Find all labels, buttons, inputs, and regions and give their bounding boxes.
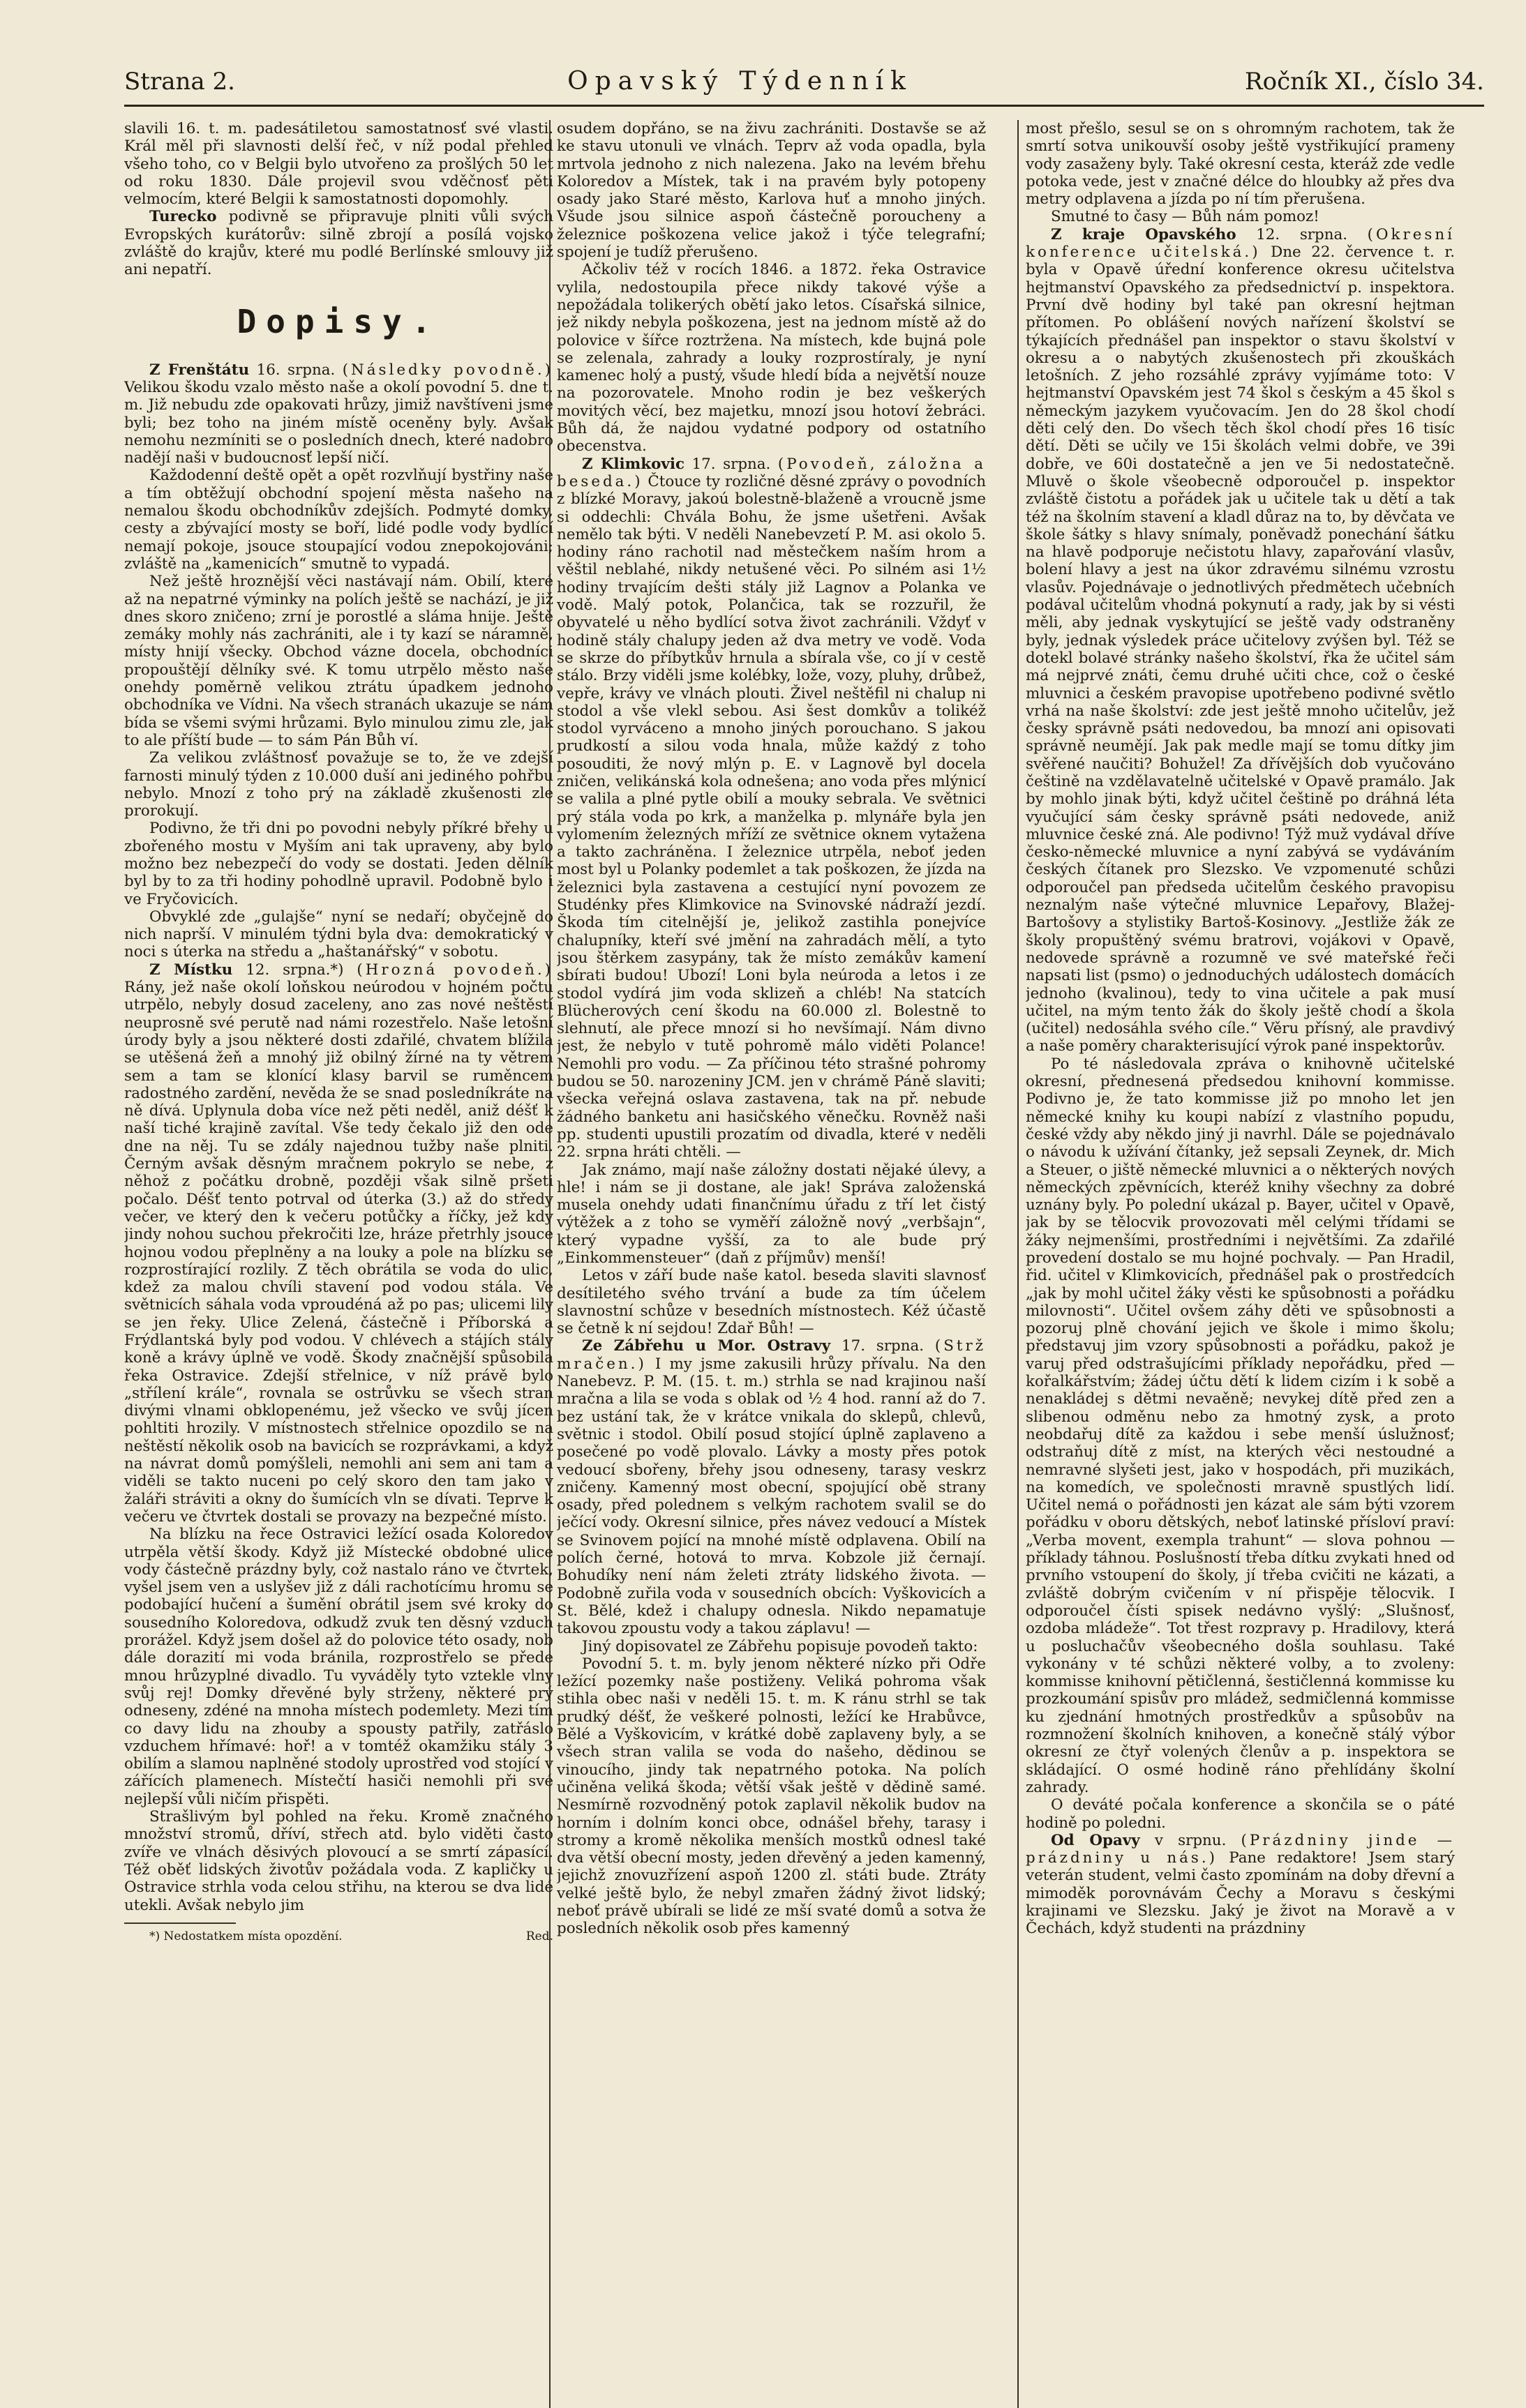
dispatch: Z Místku 12. srpna.*) (Hrozná povodeň.) Rány, jež naše okolí loňskou neúrodou v hojném počtu utrpělo, nebyly dosud zaceleny, ano zas nové neštěstí neuprosně své perutě nad námi rozestřelo. Naše letošní úrody byly a jsou některé dosti zdařilé, chvatem blížila se utěšená žeň a mnohý již obilný žírné na ty větrem sem a tam se klonící klasy barvil se ruměncem radostného zardění, nevěda že se snad posledníkráte na ně dívá. Uplynula doba více než pěti neděl, aniž déšť k naší tiché krajině zavítal. Vše tedy čekalo již den ode dne na něj. Tu se zdály najednou tužby naše plniti. Černým avšak děsným mračnem pokrylo se nebe, z něhož z počátku drobně, později však silně pršeti počalo. Déšť tento potrval od úterka (3.) až do středy večer, ve který den k večeru potůčky a říčky, jež kdy jindy nohou suchou překročiti lze, hráze přetrhly jsouce hojnou vodou přeplněny a na louky a pole na blízku se rozprostírající rozlily. Z těch obrátila se voda do ulic, kdež za malou chvíli stavení pod vodou stála. Ve světnicích sáhala voda vproudéná až po pas; ulicemi lily se jen řeky. Ulice Zelená, částečně i Příborská a Frýdlantská byly pod vodou. V chlévech a stájích stály koně a krávy úplně ve vodě. Škody značnější spůsobila řeka Ostravice. Zdejší střelnice, v níž právě bylo „střílení krále“, rovnala se ostrůvku se všech stran divými vlnami obklopenému, jež všecko ve svůj jícen pohltiti hrozily. V místnostech střelnice opozdilo se na neštěstí několik osob na bavicích se rozprávkami, a když na návrat domů pomýšleli, nemohli ani sem ani tam a viděli se takto nuceni po celý skoro den tam jako v žaláři stráviti a okny do šumících vln se dívati. Teprve k večeru ve čtvrtek dostali se provazy na bezpečné místo.: [124, 961, 553, 1526]
dispatch: Z Klimkovic 17. srpna. (Povodeň, záložna a beseda.) Čtouce ty rozličné děsné zprávy o povodních z blízké Moravy, jakoú bolestně-blaženě a vroucně jsme si oddechli: Chvála Bohu, že jsme ušetřeni. Avšak nemělo tak býti. V neděli Nanebevzetí P. M. asi okolo 5. hodiny ráno rachotil nad městečkem naším hrom a věštil neblahé, nikdy netušené věci. Po silném asi 1½ hodiny trvajícím dešti stály již Lagnov a Polanka ve vodě. Malý potok, Polančica, tak se rozzuřil, že obyvatelé u něho bydlící sotva život zachránili. Vždyť v hodině stály chalupy jeden až dva metry ve vodě. Voda se skrze do příbytkův hrnula a sbírala vše, co jí v cestě stálo. Brzy viděli jsme kolébky, lože, vozy, pluhy, drůbež, vepře, krávy ve vlnách plouti. Živel neštěfil ni chalup ni stodol a vše vlekl sebou. Asi šest domkův a tolikéž stodol vyrváceno a mnoho jiných porouchano. S jakou prudkostí a silou voda hnala, může každý z toho posouditi, že nový mlýn p. E. v Lagnově byl docela zničen, velikánská kola odnešena; ano voda přes mlýnicí se valila a plné pytle obilí a mouky sebrala. Ve světnici prý stála voda po krk, a manželka p. mlynáře byla jen vylomením železných mříží ze světnice oknem vytažena a takto zachráněna. I železnice utrpěla, neboť jeden most byl u Polanky podemlet a tak poškozen, že jízda na železnici byla zastavena a cestující nyní povozem ze Studénky přes Klimkovice na Svinovské nádraží jezdí. Škoda tím citelnější je, jelikož zastihla ponejvíce chalupníky, kteří své jmění na zahradách mělí, a tyto jsou štěrkem zasypány, tak že místo zemákův kamení sbírati budou! Ubozí! Loni byla neúroda a letos i ze stodol vydírá jim voda sklizeň a chléb! Na statcích Blücherových cení škodu na 60.000 zl. Bolestně to slehnutí, ale přece mnozí si ho nevšímají. Nám divno jest, že nebylo v tutě pohromě málo viděti Polance! Nemohli pro vodu. — Za příčinou této strašné pohromy budou se 50. narozeniny JCM. jen v chrámě Páně slaviti; všecka veřejná oslava zastavena, tak na př. nebude žádného banketu ani hasičského věnečku. Rovněž naši pp. studenti upustili prozatím od divadla, které v neděli 22. srpna hráti chtěli. —: [557, 455, 986, 1161]
paragraph: Letos v září bude naše katol. beseda slaviti slavnosť desítiletého svého trvání a bude za tím účelem slavnostní schůze v besedních místnostech. Kéž účastě se četně k ní sejdou! Zdař Bůh! —: [557, 1267, 986, 1338]
paragraph: Než ještě hroznější věci nastávají nám. Obilí, které až na nepatrné výminky na polích ještě se nachází, je již dnes skoro zničeno; zrní je porostlé a sláma hnije. Ještě zemáky mohly nás zachrániti, ale i ty kazí se náramně, místy hnijí všecky. Obchod vázne docela, obchodníci propouštějí dělníky své. K tomu utrpělo město naše onehdy poměrně velikou ztrátu úpadkem jednoho obchodníka ve Vídni. Na všech stranách ukazuje se nám bída se všemi svými hrůzami. Bylo minulou zimu zle, jak to ale příští bude — to sám Pán Bůh ví.: [124, 573, 553, 749]
place-heading: Turecko: [149, 208, 217, 226]
dispatch-subtitle: (Okresní konference učitelská.): [1026, 225, 1455, 262]
paragraph: Každodenní deště opět a opět rozvlňují bystřiny naše a tím obtěžují obchodní spojení města našeho na nemalou škodu obchodníkův zdejších. Podmyté domky, cesty a zbývající mosty se boří, lidé podle vody bydlící nemají pokoje, jsouce stoupající vodou znepokojováni; zvláště na „kamenicích“ smutně to vypadá.: [124, 467, 553, 573]
footnote-rule: [124, 1922, 236, 1924]
masthead-title: Opavský Týdenník: [567, 67, 913, 96]
dispatch: Od Opavy v srpnu. (Prázdniny jinde — prázdniny u nás.) Pane redaktore! Jsem starý veterán student, velmi často zpomínám na doby dřevní a mimoděk porovnávám Čechy a Moravu s českými krajinami ve Slezsku. Jaký je život na Moravě a v Čechách, když studenti na prázdniny: [1026, 1831, 1455, 1938]
place-heading: Ze Zábřehu u Mor. Ostravy: [582, 1337, 831, 1355]
place-heading: Z Frenštátu: [149, 361, 250, 379]
paragraph: Podivno, že tři dni po povodni nebyly příkré břehy u zbořeného mostu v Myším ani tak upraveny, aby bylo možno bez nebezpečí do vody se dostati. Jeden dělník byl by to za tři hodiny pohodlně upravil. Podobně bylo i ve Fryčovicích.: [124, 820, 553, 908]
paragraph: Za velikou zvláštnosť považuje se to, že ve zdejší farnosti minulý týden z 10.000 duší ani jediného pohřbu nebylo. Mnozí z toho prý na základě zkušenosti zle prorokují.: [124, 749, 553, 820]
paragraph: Jiný dopisovatel ze Zábřehu popisuje povodeň takto:: [582, 1637, 978, 1655]
paragraph: Smutné to časy — Bůh nám pomoz!: [1051, 208, 1319, 226]
dispatch: Z kraje Opavského 12. srpna. (Okresní konference učitelská.) Dne 22. července t. r. byla v Opavě úřední konference okresu učitelstva hejtmanství Opavského za předsednictví p. inspektora. První dvě hodiny byl také pan okresní hejtman přítomen. Po oblášení nových nařízení školství se týkajících přednášel pan inspektor o stavu školství v okresu a o nabytých zkušenostech při zkouškách letošních. Z jeho rozsáhlé zprávy vyjímáme toto: V hejtmanství Opavském jest 74 škol s českým a 45 škol s německým jazykem vyučovacím. Jen do 28 škol chodí děti celý den. Do všech těch škol chodí přes 16 tisíc dětí. Děti se učily ve 15i školách velmi dobře, ve 39i dobře, ve 60i dostatečně a jen ve 5i nedostatečně. Mluvě o škole všeobecně odporoučel p. inspektor zvláště čistotu a pořádek jak u učitele tak u dětí a tak též na školním stavení a kladl důraz na to, by děvčata ve škole šátky s hlavy snímaly, poněvadž ponechání šátku na hlavě podporuje nečistotu hlavy, zapařování vlasův, bolení hlavy a jest na úkor zdravému silnému vzrostu vlasův. Pojednávaje o jednotlivých předmětech učebních podával učitelům vhodná pokynutí a rady, jak by si vésti měli, aby jednak vyskytující se ještě vady odstraněny byly, jednak výsledek práce učitelovy zvýšen byl. Též se dotekl bolavé stránky našeho školství, řka že učitel sám má nejprvé znáti, čemu druhé učiti chce, což o české mluvnici a českém pravopise upotřebeno podivné světlo vrhá na naše školství: zde jest ještě mnoho učitelův, jež česky správně psáti nedovedou, ba mnozí ani opisovati správně neumějí. Jak pak medle mají se tomu dítky jim svěřené naučiti? Bohužel! Za dřívějších dob vyučováno češtině na vzdělavatelně učitelské v Opavě pramálo. Jak by mohlo jinak býti, když učitel češtině po dráhná léta vyučující sám česky správně psáti nedovede, aniž mluvnice české zná. Ale podivno! Týž muž vydával dříve česko-německé mluvnice a nyní zabývá se vydáváním českých čítanek pro Slezsko. Ve vzpomenuté schůzi odporoučel pan předseda učitelům českého pravopisu neznalým naše výtečné mluvnice Lepařovy, Blažej-Bartošovy a stylistiky Bartoš-Kosinovy. „Jestliže žák ze školy propuštěný svému bratrovi, vojákovi v Opavě, nedovede správně a rozumně ve své mateřské řeči napsati list (psmo) o jednoduchých událostech domácích jednoho (kvalinou), tedy to vina učitele a pak musí učitel, na mým tento žák do školy ještě chodí a škola (učitel) nedosáhla svého cíle.“ Věru přísný, ale pravdivý a naše poměry charakterisující výrok pané inspektorův.: [1026, 225, 1455, 1055]
paragraph: Povodní 5. t. m. byly jenom některé nízko při Odře ležící pozemky naše postiženy. Veliká pohroma však stihla obec naši v neděli 15. t. m. K ránu strhl se tak prudký déšť, že veškeré polnosti, ležící ke Hrabůvce, Bělé a Vyškovicím, v krátké době zaplaveny byly, a se všech stran valila se voda do našeho, dědinou se vinoucího, jindy tak nepatrného potoka. Na polích učiněna veliká škoda; větší však ještě v dědině samé. Nesmírně rozvodněný potok zaplavil několik budov na horním i dolním konci obce, odnášel břehy, tarasy i stromy a kromě několika menších mostků odnesl také dva větší obecní mosty, jeden dřevěný a jeden kamenný, jejichž znovuzřízení aspoň 1200 zl. státi bude. Ztráty velké ještě bylo, že nebyl zmařen žádný život lidský; neboť právě ubírali se lidé ze mší svaté domů a sotva že posledních několik osob přes kamenný: [557, 1655, 986, 1938]
paragraph: Obvyklé zde „gulajše“ nyní se nedaří; obyčejně do nich naprší. V minulém týdni byla dva: demokratický v noci s úterka na středu a „haštanářský“ v sobotu.: [124, 908, 553, 961]
paragraph: O deváté počala konference a skončila se o páté hodině po poledni.: [1026, 1796, 1455, 1832]
paragraph: Turecko podivně se připravuje plniti vůli svých Evropských kurátorův: silně zbrojí a posílá vojsko zvláště do krajův, které mu podlé Berlínské smlouvy již ani nepatří.: [124, 208, 553, 279]
dispatch: Ze Zábřehu u Mor. Ostravy 17. srpna. (Strž mračen.) I my jsme zakusili hrůzy přívalu. Na den Nanebevz. P. M. (15. t. m.) strhla se nad krajinou naší mračna a lila se voda s oblak od ½ 4 hod. ranní až do 7. bez ustání tak, že v krátce vnikala do sklepů, chlevů, světnic i stodol. Obilí posud stojící úplně zaplaveno a posečené po vodě plovalo. Lávky a mosty přes potok vedoucí sbořeny, břehy jsou odneseny, tarasy veskrz zničeny. Kamenný most obecní, spojující obě strany osady, před polednem s velkým rachotem svalil se do ječící vody. Okresní silnice, přes návez vedoucí a Místek se Svinovem pojící na mnohé místě odplavena. Obilí na polích černé, hotová to mrva. Kobzole již černají. Bohudíky není nám želeti ztráty lidského života. — Podobně zuřila voda v sousedních obcích: Vyškovicích a St. Bělé, kdež i chalupy odnesla. Nikdo nepamatuje takovou zpoustu vody a takou záplavu! —: [557, 1337, 986, 1638]
place-heading: Z Klimkovic: [582, 455, 685, 473]
paragraph: Strašlivým byl pohled na řeku. Kromě značného množství stromů, dříví, střech atd. bylo viděti často zvíře ve vlnách děsivých plovoucí a se smrtí zápasící. Též oběť lidských životův požádala voda. Z kapličky u Ostravice strhla voda celou střihu, na kterou se dva lidé utekli. Avšak nebylo jim: [124, 1808, 553, 1914]
page-number: Strana 2.: [124, 68, 235, 96]
dispatch-subtitle: (Hrozná povodeň.): [357, 961, 553, 979]
column-3: [1026, 120, 1455, 2366]
dispatch-subtitle: (Následky povodně.): [342, 361, 553, 379]
column-divider: [1017, 120, 1019, 2408]
paragraph: Po té následovala zpráva o knihovně učitelské okresní, přednesená předsedou knihovní kommisse. Podivno je, že tato kommisse již po mnoho let jen německé knihy ku koupi nabízí z vlastního popudu, české vždy aby někdo jiný ji navrhl. Dále se pojednávalo o návodu k užívání čítanky, jež sepsali Zeynek, dr. Mich a Steuer, o jiště německé mluvnici a o některých nových německých zpěvnících, kteréž knihy všechny za dobré uznány byly. Po polední ukázal p. Bayer, učitel v Opavě, jak by se tělocvik provozovati měl celými třídami se žáky nejmenšími, prostředními i největšími. Za zdařilé provedení dostalo se mu hojné pochvaly. — Pan Hradil, řid. učitel v Klimkovicích, přednášel pak o prostředcích „jak by mohl učitel žáky věsti ke spůsobnosti a pořádku milovnosti“. Učitel ovšem záhy děti ve spůsobnosti a pozoruj plně chování jejich ve škole i mimo školu; představuj jim vzory spůsobnosti a pořádku, pakož je varuj před odstrašujícími příklady nepořádku, před — kořalkářstvím; žádej účtu dětí k lidem cizím i k sobě a nenakládej s dětmi nevaěně; nevykej dítě před zen a slibenou odměnu nebo za hmotný zysk, a proto neobdařuj dítě za každou i sebe menší úslužnosť; odstraňuj dítě z míst, na kterých věci nestoudné a nemravné slyšeti jest, jako v hospodách, při muzikách, na komedích, ve společnosti mravně spustlých lidí. Učitel nemá o pořádnosti jen kázat ale sám býti vzorem pořádku v oboru dětských, neboť latinské přísloví praví: „Verba movent, exempla trahunt“ — slova pohnou — příklady táhnou. Poslušností třeba dítku zvykati hned od prvního vstoupení do školy, jí třeba cvičiti ne kázati, a zvláště dobrým cvičením v ní přispěje tělocvik. I odporoučel čísti spisek nedávno vyšlý: „Slušnosť, ozdoba mládeže“. Tot třest rozpravy p. Hradilovy, která u posluchačův všeobecného došla souhlasu. Také vykonány v té schůzi některé volby, a to zvoleny: kommisse knihovní pětičlenná, šestičlenná kommisse ku prozkoumání spisův pro mládež, sedmičlenná kommisse ku zjednání hmotných prostředkův a spůsobův na rozmnožení školních knihoven, a konečně stálý výbor okresní ze čtyř volených členův a p. inspektora se skládající. O osmé hodině ráno přehlídány školní zahrady.: [1026, 1055, 1455, 1796]
section-title: Dopisy.: [237, 302, 441, 340]
paragraph: slavili 16. t. m. padesátiletou samostatnosť své vlasti. Král měl při slavnosti delší řeč, v níž podal přehled všeho toho, co v Belgii bylo utvořeno za prošlých 50 let od roku 1830. Dále projevil svou vděčnosť pěti velmocím, které Belgii k samostatnosti dopomohly.: [124, 120, 553, 209]
paragraph: Jak známo, mají naše záložny dostati nějaké úlevy, a hle! i nám se ji dostane, ale jak! Správa založenská musela onehdy udati finančnímu úřadu z tří let čistý výtěžek a z toho se vyměří záložně nový „verbšajn“, který vypadne vyšší, za to ale bude prý „Einkommensteuer“ (daň z příjmův) menší!: [557, 1161, 986, 1267]
header-rule: [124, 105, 1484, 107]
dispatch-subtitle: (Prázdniny jinde — prázdniny u nás.): [1026, 1831, 1455, 1867]
column-1: [124, 120, 553, 2366]
paragraph: most přešlo, sesul se on s ohromným rachotem, tak že smrtí sotva unikouvší osoby ještě vystřikující prameny vody zasaženy byly. Také okresní cesta, kteráž zde vedle potoka vede, jest v značné délce do hloubky až přes dva metry odplavena a jízda po ní tím přerušena.: [1026, 120, 1455, 209]
footnote: *) Nedostatkem místa opozdění. Red.: [149, 1929, 553, 1943]
place-heading: Od Opavy: [1051, 1831, 1140, 1849]
dispatch: Z Frenštátu 16. srpna. (Následky povodně.) Velikou škodu vzalo město naše a okolí povodní 5. dne t. m. Již nebudu zde opakovati hrůzy, jimiž navštíveni jsme byli; bez toho na jiném místě oceněny byly. Avšak nemohu nezmíniti se o posledních dnech, které nadobro nadějí naši v budoucnosť lepší ničí.: [124, 361, 553, 467]
page-header: [124, 67, 1484, 109]
issue-info: Ročník XI., číslo 34.: [1245, 68, 1484, 96]
dispatch-subtitle: (Strž mračen.): [557, 1337, 986, 1373]
dispatch-subtitle: (Povodeň, záložna a beseda.): [557, 455, 986, 490]
column-2: [557, 120, 986, 2366]
paragraph: Ačkoliv též v rocích 1846. a 1872. řeka Ostravice vylila, nedostoupila přece nikdy takové výše a nepožádala tolikerých obětí jako letos. Císařská silnice, jež nikdy nebyla poškozena, jest na jednom místě až do polovice v šířce roztržena. Na místech, kde bujná pole se zelenala, zahrady a louky rozprostíraly, je nyní kamenec holý a pustý, všude hledí bída a největší nouze na pozorovatele. Mnoho rodin je bez veškerých movitých věcí, bez majetku, mnozí jsou hotoví žebráci. Bůh dá, že najdou vydatné podpory od ostatního obecenstva.: [557, 261, 986, 456]
paragraph: Na blízku na řece Ostravici ležící osada Koloredov utrpěla větší škody. Když již Místecké obdobné ulice vody částečně prázdny byly, což nastalo ráno ve čtvrtek, vyšel jsem ven a uslyšev již z dáli rachotícímu hromu se podobající hučení a šumění obrátil jsem své kroky do sousedního Koloredova, odkudž zvuk ten děsný vzduch prorážel. Když jsem došel až do polovice této osady, nob dále dorazití mi voda bránila, rozprostřelo se přede mnou hrůzyplné divadlo. Tu vyváděly tyto vztekle vlny svůj rej! Domky dřevěné byly strženy, některé prý odneseny, zdéné na mnoha místech podemlety. Mezi tím co davy lidu na zhouby a spousty patřily, zatřáslo vzduchem hřímavé: hoř! a v tomtéž okamžiku stály 3 obilím a slamou naplněné stodoly uprostřed vod stojící v zářících plamenech. Místečtí hasiči nemohli při své nejlepší vůli ničím přispěti.: [124, 1526, 553, 1808]
place-heading: Z Místku: [149, 961, 233, 979]
paragraph: osudem dopřáno, se na živu zachrániti. Dostavše se až ke stavu utonuli ve vlnách. Teprv až voda opadla, byla mrtvola jednoho z nich nalezena. Jako na levém břehu Koloredov a Místek, tak i na pravém byly potopeny osady jako Staré město, Karlova huť a mnoho jiných. Všude jsou silnice aspoň částečně poroucheny a železnice poškozena velice jakož i týče telegrafní; spojení je tudíž přerušeno.: [557, 120, 986, 262]
place-heading: Z kraje Opavského: [1051, 225, 1236, 243]
